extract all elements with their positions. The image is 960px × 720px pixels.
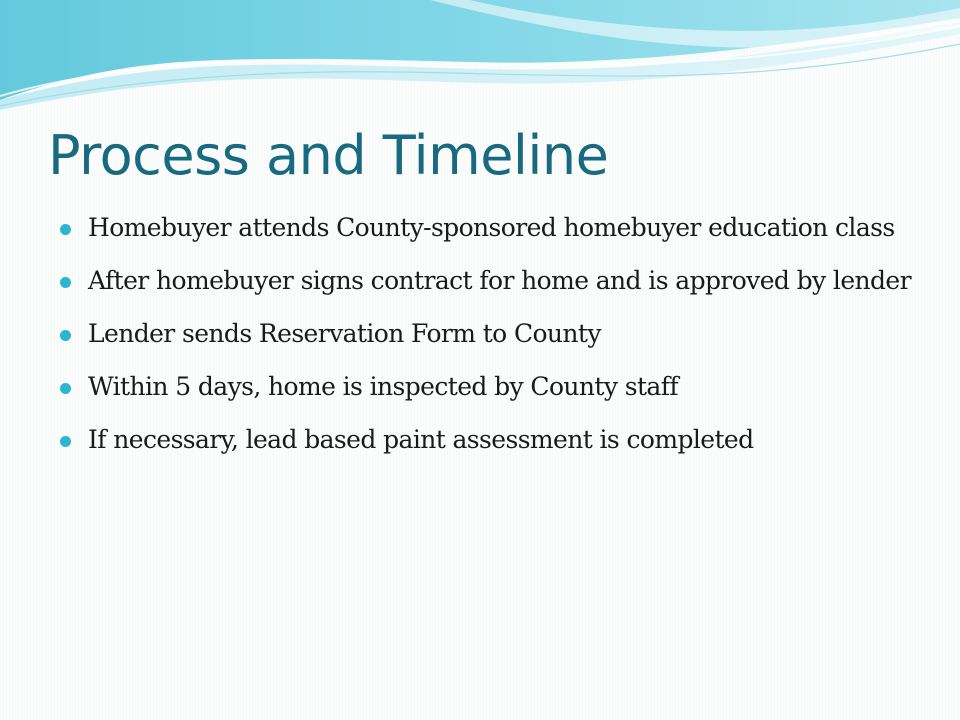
header-wave-decoration <box>0 0 960 120</box>
bullet-marker-icon <box>60 436 71 447</box>
bullet-text: Lender sends Reservation Form to County <box>88 319 601 348</box>
bullet-marker-icon <box>60 330 71 341</box>
bullet-item <box>60 420 920 460</box>
bullet-text: Homebuyer attends County-sponsored homebuyer education class <box>88 213 895 242</box>
bullet-marker-icon <box>60 277 71 288</box>
bullet-text: If necessary, lead based paint assessment is completed <box>88 425 754 454</box>
bullet-list <box>60 208 920 473</box>
bullet-marker-icon <box>60 383 71 394</box>
bullet-marker-icon <box>60 224 71 235</box>
bullet-text: After homebuyer signs contract for home and is approved by lender <box>88 266 911 295</box>
bullet-text: Within 5 days, home is inspected by County staff <box>88 372 678 401</box>
bullet-item <box>60 314 920 354</box>
bullet-item <box>60 367 920 407</box>
slide-title: Process and Timeline <box>48 124 609 187</box>
bullet-item <box>60 208 920 248</box>
bullet-item <box>60 261 920 301</box>
